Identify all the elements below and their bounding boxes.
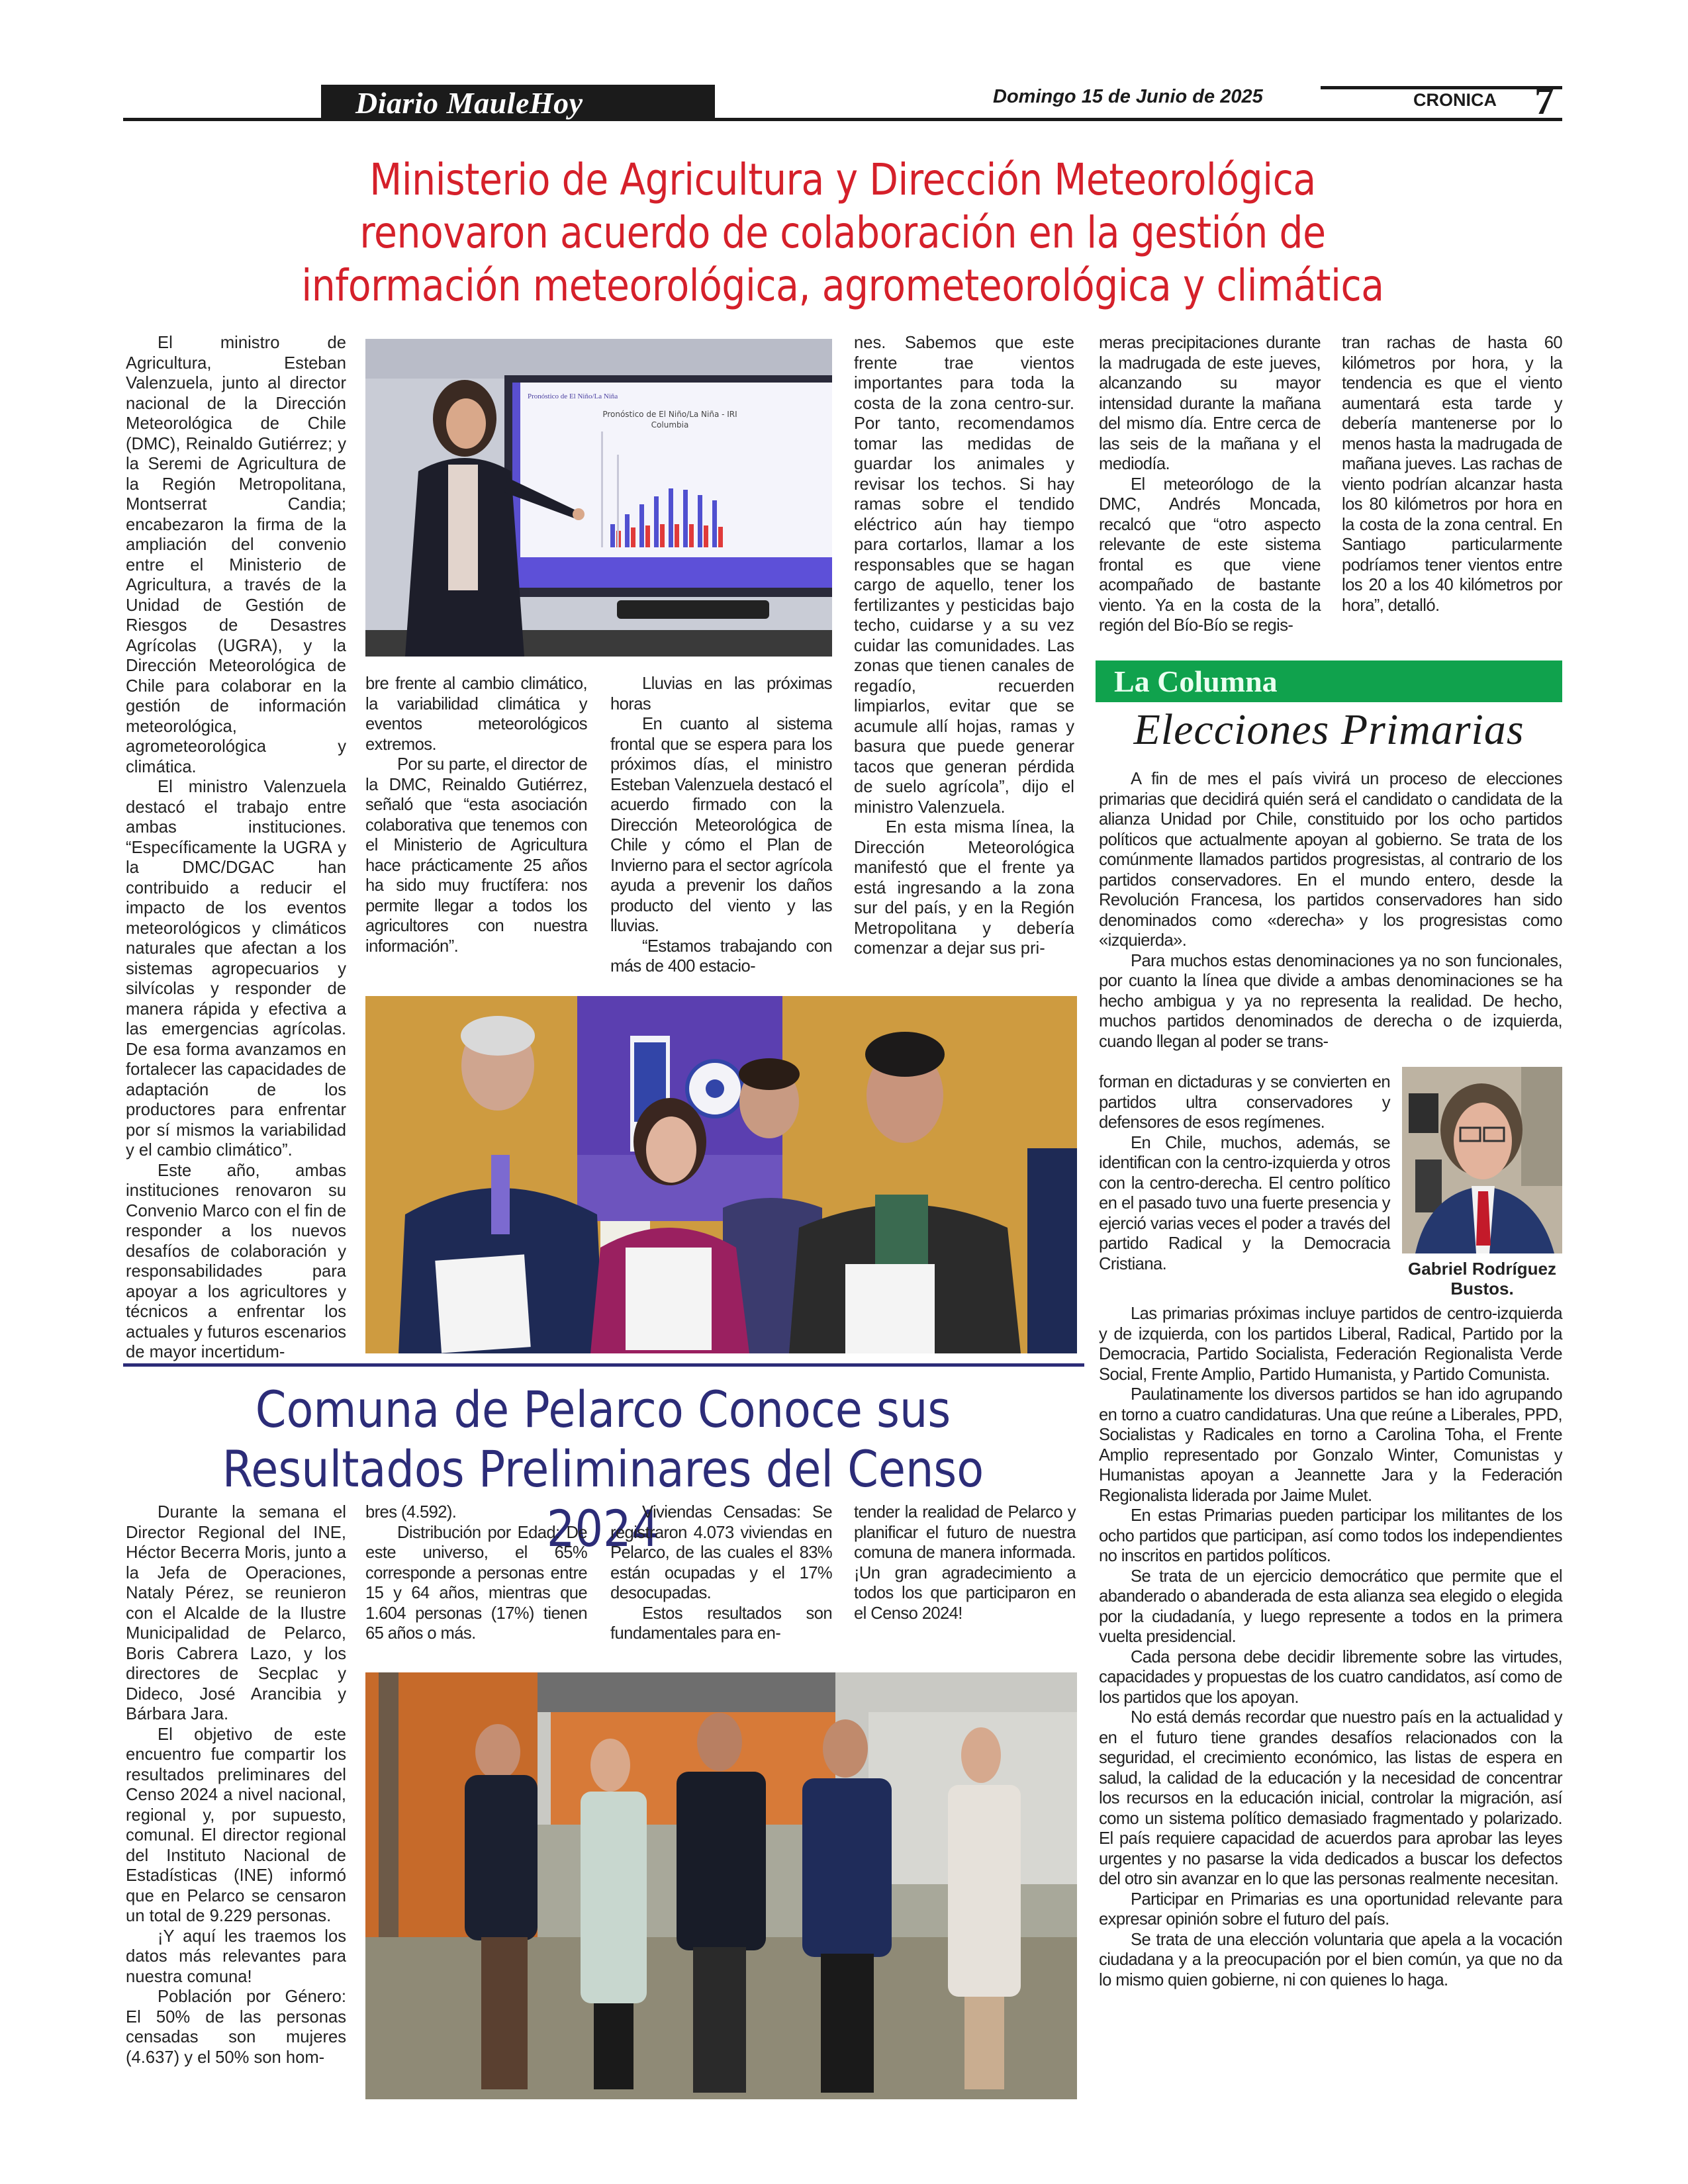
paragraph: Viviendas Censadas: Se registraron 4.073 viviendas en Pelarco, de las cuales el 83% están ocupadas y el 17% desocupadas.: [610, 1503, 832, 1602]
paragraph: El objetivo de este encuentro fue compartir los resultados preliminares del Censo 2024 a nivel nacional, regional y, por supuesto, comunal. El director regional del Instituto Nacional de Estadísticas (INE) informó que en Pelarco se censaron un total de 9.229 personas.: [126, 1725, 346, 1925]
subhead-paragraph: Lluvias en las próximas horas: [610, 674, 832, 713]
headline-line: Ministerio de Agricultura y Dirección Meteorológica: [369, 154, 1316, 205]
paragraph: El ministro de Agricultura, Esteban Valenzuela, junto al director nacional de la Dirección Meteorológica de Chile (DMC), Reinaldo Gutiérrez; y la Seremi de Agricultura de la Región Metropolitana, Montserrat Candia; encabezaron la firma de la ampliación del convenio entre el Ministerio de Agricultura, a través de la Unidad de Gestión de Riesgos de Desastres Agrícolas (UGRA), y la Dirección Meteorológica de Chile para colaborar en la gestión de información meteorológica, agrometeorológica y climática.: [126, 334, 346, 776]
columna-body-top: [1099, 769, 1562, 1052]
photo-agreement-signing: [365, 996, 1077, 1353]
paragraph: Se trata de un ejercicio democrático que permite que el abanderado o abanderada de esta alianza sea elegido o elegida por la ciudadanía, y luego represente a todos en la primera vuelta presidencial.: [1099, 1567, 1562, 1646]
author-surname: Bustos.: [1450, 1279, 1514, 1298]
headline-line: información meteorológica, agrometeorológica y climática: [301, 260, 1384, 311]
headline-line: renovaron acuerdo de colaboración en la gestión de: [359, 207, 1326, 258]
columna-body-wrap: [1099, 1072, 1390, 1274]
headline-meteo: [224, 154, 1462, 312]
paragraph: forman en dictaduras y se convierten en partidos ultra conservadores y defensores de esos regímenes.: [1099, 1073, 1390, 1132]
author-caption: [1397, 1259, 1568, 1298]
author-photo: [1402, 1067, 1562, 1253]
author-name: Gabriel Rodríguez: [1408, 1259, 1556, 1279]
paragraph: El ministro Valenzuela destacó el trabajo entre ambas instituciones. “Específicamente la UGRA y la DMC/DGAC han contribuido a reducir el impacto de los eventos meteorológicos y climáticos naturales que afectan a los sistemas agropecuarios y silvícolas y responder de manera rápida y efectiva a las emergencias agrícolas. De esa forma avanzamos en fortalecer las capacidades de adaptación de los productores para enfrentar por sí mismos la variabilidad y el cambio climático”.: [126, 778, 346, 1160]
paragraph: En estas Primarias pueden participar los militantes de los ocho partidos que participan, así como todos los independientes no inscritos en partidos políticos.: [1099, 1506, 1562, 1565]
presentation-image: [365, 339, 832, 657]
paragraph: Durante la semana el Director Regional del INE, Héctor Becerra Moris, junto a la Jefa de Operaciones, Nataly Pérez, se reunieron con el Alcalde de la Ilustre Municipalidad de Pelarco, Boris Cabrera Lazo, y los directores de Secplac y Dideco, José Arancibia y Bárbara Jara.: [126, 1503, 346, 1723]
photo-presentation: [365, 339, 832, 657]
paragraph: tran rachas de hasta 60 kilómetros por hora, y la tendencia es que el viento aumentará esta tarde y debería mantenerse por lo menos hasta la madrugada de mañana jueves. Las rachas de viento podrían alcanzar hasta los 80 kilómetros por hora en la costa de la zona central. En Santiago particularmente podríamos tener vientos entre los 20 a los 40 kilómetros por hora”, detalló.: [1342, 334, 1562, 615]
section-name: CRONICA: [1413, 90, 1497, 110]
signing-image: [365, 996, 1077, 1353]
paragraph: En Chile, muchos, además, se identifican con la centro-izquierda y otros con la centro-derecha. El centro político en el pasado tuvo una fuerte presencia y ejerció varias veces el poder a través del partido Radical y la Democracia Cristiana.: [1099, 1133, 1390, 1273]
svg-text:Pronóstico de El Niño/La Niña: Pronóstico de El Niño/La Niña - IRI: [602, 410, 737, 419]
meteo-column-2: [365, 674, 587, 956]
columna-body-bottom: [1099, 1304, 1562, 1990]
paragraph: meras precipitaciones durante la madrugada de este jueves, alcanzando su mayor intensidad durante la mañana del mismo día. Entre cerca de las seis de la mañana y el mediodía.: [1099, 334, 1321, 473]
issue-date: Domingo 15 de Junio de 2025: [993, 86, 1263, 107]
censo-column-3: [610, 1502, 832, 1644]
paragraph: Por su parte, el director de la DMC, Reinaldo Gutiérrez, señaló que “esta asociación colaborativa que tenemos con el Ministerio de Agricultura hace prácticamente 25 años ha sido muy fructífera: nos permite llegar a todos los agricultores con nuestra información”.: [365, 755, 587, 956]
meteo-column-6: [1342, 333, 1562, 615]
svg-text:Columbia: Columbia: [651, 420, 689, 430]
paragraph: Población por Género: El 50% de las personas censadas son mujeres (4.637) y el 50% son hom-: [126, 1987, 346, 2067]
columna-title: Elecciones Primarias: [1133, 705, 1524, 754]
paragraph: El meteorólogo de la DMC, Andrés Moncada, recalcó que “otro aspecto relevante de este sistema frontal es que viene acompañado de bastante viento. Ya en la costa de la región del Bío-Bío se regis-: [1099, 475, 1321, 635]
paragraph: En cuanto al sistema frontal que se espera para los próximos días, el ministro Esteban Valenzuela destacó el acuerdo firmado con la Dirección Meteorológica de Chile y cómo el Plan de Invierno para el sector agrícola ayuda a prevenir los daños producto del viento y las lluvias.: [610, 715, 832, 935]
paragraph: Estos resultados son fundamentales para en-: [610, 1604, 832, 1643]
paragraph: En esta misma línea, la Dirección Meteorológica manifestó que el frente ya está ingresando a la zona sur del país, y en la Región Metropolitana y debería comenzar a dejar sus pri-: [854, 818, 1074, 958]
paragraph: ¡Y aquí les traemos los datos más relevantes para nuestra comuna!: [126, 1927, 346, 1986]
censo-column-1: [126, 1502, 346, 2068]
paragraph: Participar en Primarias es una oportunidad relevante para expresar opinión sobre el futuro del país.: [1099, 1889, 1562, 1929]
paragraph: bres (4.592).: [365, 1503, 457, 1522]
paragraph: Distribución por Edad: De este universo, el 65% corresponde a personas entre 15 y 64 años, mientras que 1.604 personas (17%) tienen 65 años o más.: [365, 1523, 587, 1643]
meteo-column-3: [610, 674, 832, 977]
photo-censo-group: [365, 1672, 1077, 2099]
paragraph: “Estamos trabajando con más de 400 estacio-: [610, 936, 832, 976]
newspaper-brand: Diario MauleHoy: [321, 85, 715, 121]
columna-section-label: La Columna: [1096, 660, 1562, 702]
headline-line: Comuna de Pelarco Conoce sus: [255, 1380, 951, 1439]
censo-column-4: [854, 1502, 1076, 1623]
page-number: 7: [1534, 79, 1554, 122]
author-portrait-image: [1402, 1067, 1562, 1253]
meteo-column-5: [1099, 333, 1321, 636]
censo-column-2: [365, 1502, 587, 1644]
paragraph: bre frente al cambio climático, la variabilidad climática y eventos meteorológicos extremos.: [365, 674, 587, 754]
paragraph: Las primarias próximas incluye partidos de centro-izquierda y de izquierda, con los partidos Liberal, Radical, Partido por la Democracia, Partido Socialista, Federación Regionalista Verde Social, Frente Amplio, Partido Humanista, y Partido Comunista.: [1099, 1304, 1562, 1384]
svg-text:Pronóstico de El Niño/La Niña: Pronóstico de El Niño/La Niña: [528, 392, 618, 400]
paragraph: Para muchos estas denominaciones ya no son funcionales, por cuanto la línea que divide a ambas denominaciones se ha hecho ambigua y ya no representa la realidad. De hecho, muchos partidos denominados de derecha o de izquierda, cuando llegan al poder se trans-: [1099, 951, 1562, 1051]
paragraph: Cada persona debe decidir libremente sobre las virtudes, capacidades y propuestas de los cuatro candidatos, así como de los partidos que los apoyan.: [1099, 1647, 1562, 1707]
paragraph: tender la realidad de Pelarco y planificar el futuro de nuestra comuna de manera informada. ¡Un gran agradecimiento a todos los que participaron en el Censo 2024!: [854, 1503, 1076, 1623]
paragraph: Paulatinamente los diversos partidos se han ido agrupando en torno a cuatro candidaturas. Una que reúne a Liberales, PPD, Socialistas y Radicales en torno a Carolina Toha, el Frente Amplio representado por Gonzalo Winter, Comunistas y Humanistas apoyan a Jeannette Jara y la Federación Regionalista liderada por Jaime Mulet.: [1099, 1385, 1562, 1505]
headline-line: Resultados Preliminares del Censo 2024: [222, 1439, 984, 1558]
paragraph: No está demás recordar que nuestro país en la actualidad y en el futuro tiene grandes desafíos relacionados con la seguridad, el crecimiento económico, las listas de espera en salud, la calidad de la educación y la necesidad de concentrar los recursos en la educación inicial, controlar la migración, así como un sistema político demasiado fragmentado y polarizado. El país requiere capacidad de acuerdos para aprobar las leyes urgentes y no pasarse la vida dedicados a buscar los defectos del otro sin avanzar en lo que las personas realmente necesitan.: [1099, 1708, 1562, 1888]
masthead-rule-right: [1321, 86, 1562, 89]
paragraph: nes. Sabemos que este frente trae vientos importantes para toda la costa de la zona centro-sur. Por tanto, recomendamos tomar las medidas de guardar los animales y revisar los techos. Si hay ramas sobre el tendido eléctrico aún hay tiempo para cortarlos, llamar a los responsables que se hagan cargo de aquello, tener los fertilizantes y pesticidas bajo techo, cuidarse y a su vez cuidar las comunidades. Las zonas que tienen canales de regadío, recuerden limpiarlos, evitar que se acumule allí hojas, ramas y basura que puede generar tacos que generan pérdida de suelo agrícola”, dijo el ministro Valenzuela.: [854, 334, 1074, 817]
paragraph: Este año, ambas instituciones renovaron su Convenio Marco con el fin de responder a los nuevos desafíos de colaboración y responsabilidades para apoyar a los agricultores y técnicos a enfrentar los actuales y futuros escenarios de mayor incertidum-: [126, 1161, 346, 1361]
meteo-column-4: [854, 333, 1074, 959]
group-image: [365, 1672, 1077, 2099]
meteo-column-1: [126, 333, 346, 1363]
paragraph: A fin de mes el país vivirá un proceso de elecciones primarias que decidirá quién será el candidato o candidata de la alianza Unidad por Chile, constituido por los ocho partidos políticos que actualmente apoyan al gobierno. Se trata de los comúnmente llamados partidos progresistas, al contrario de los partidos conservadores. En el mundo entero, desde la Revolución Francesa, los partidos conservadores han sido denominados como «derecha» y los progresistas como «izquierda».: [1099, 770, 1562, 950]
section-divider: [123, 1363, 1084, 1367]
paragraph: Se trata de una elección voluntaria que apela a la vocación ciudadana y a la preocupación por el bien común, ya que no da lo mismo quien gobierne, ni con quienes lo haga.: [1099, 1930, 1562, 1989]
